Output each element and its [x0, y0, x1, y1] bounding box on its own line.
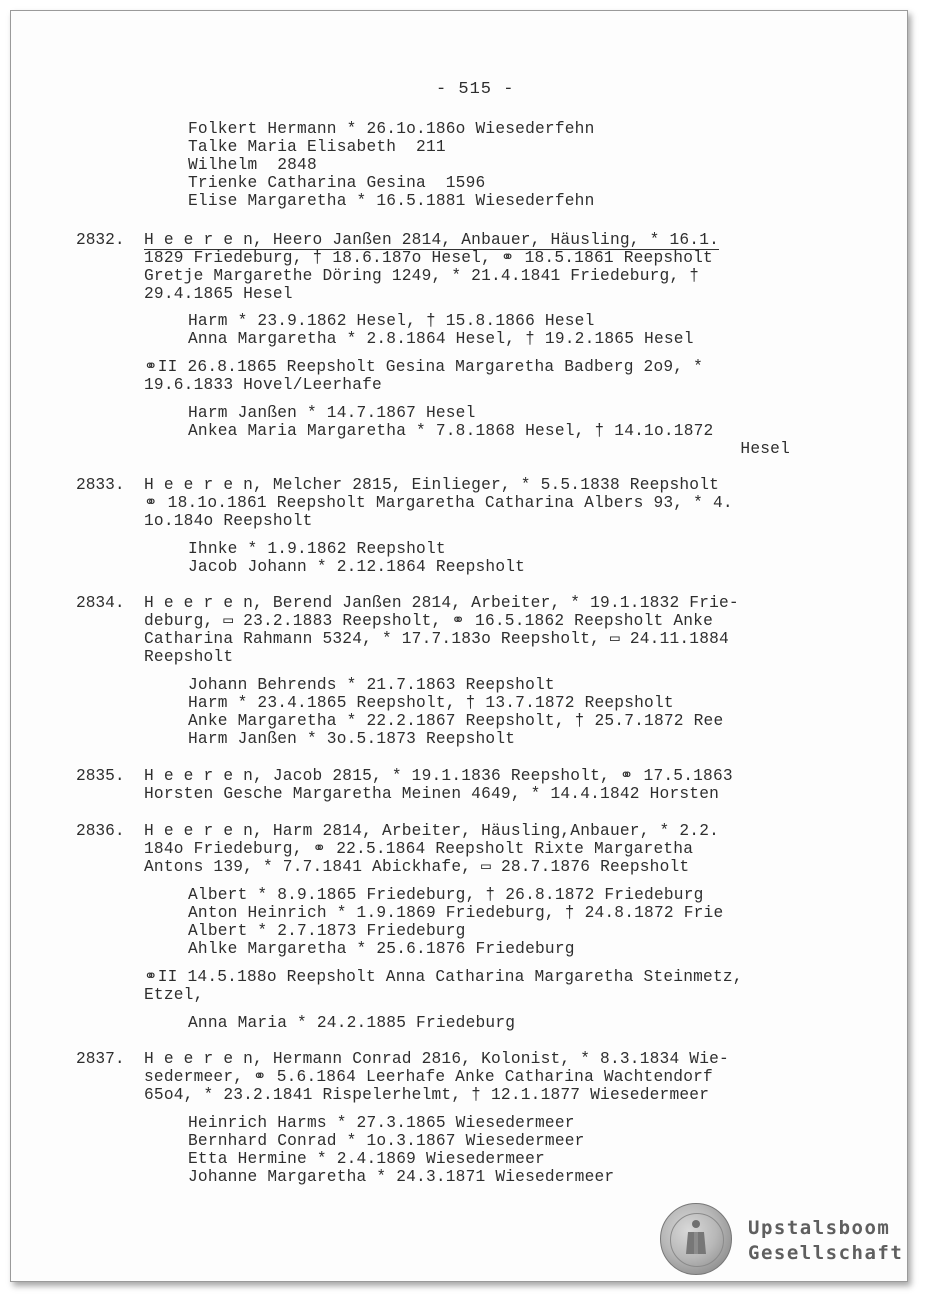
marriage-line: Etzel, — [144, 986, 204, 1004]
list-item: Harm Janßen * 3o.5.1873 Reepsholt — [188, 730, 516, 748]
entry-number: 2836. — [76, 822, 125, 840]
list-item: Hesel — [740, 440, 790, 458]
list-item: Anke Margaretha * 22.2.1867 Reepsholt, † 25.7.1872 Ree — [188, 712, 724, 730]
entry-line: 1829 Friedeburg, † 18.6.187o Hesel, ⚭ 18.5.1861 Reepsholt — [144, 249, 713, 267]
entry-line: deburg, ▭ 23.2.1883 Reepsholt, ⚭ 16.5.1862 Reepsholt Anke — [144, 612, 713, 630]
entry-line: H e e r e n, Jacob 2815, * 19.1.1836 Reepsholt, ⚭ 17.5.1863 — [144, 767, 733, 785]
marriage-line: 19.6.1833 Hovel/Leerhafe — [144, 376, 382, 394]
list-item: Harm * 23.9.1862 Hesel, † 15.8.1866 Hesel — [188, 312, 595, 330]
entry-line: H e e r e n, Hermann Conrad 2816, Kolonist, * 8.3.1834 Wie- — [144, 1050, 729, 1068]
brand-logo — [748, 1216, 903, 1266]
entry-number: 2837. — [76, 1050, 125, 1068]
list-item: Bernhard Conrad * 1o.3.1867 Wiesedermeer — [188, 1132, 585, 1150]
page-number: - 515 - — [436, 80, 515, 99]
entry-line: Reepsholt — [144, 648, 234, 666]
entry-number: 2833. — [76, 476, 125, 494]
brand-line-2: Gesellschaft — [748, 1242, 904, 1264]
list-item: Ahlke Margaretha * 25.6.1876 Friedeburg — [188, 940, 575, 958]
entry-number: 2834. — [76, 594, 125, 612]
list-item: Talke Maria Elisabeth 211 — [188, 138, 446, 156]
list-item: Trienke Catharina Gesina 1596 — [188, 174, 486, 192]
list-item: Anna Margaretha * 2.8.1864 Hesel, † 19.2.1865 Hesel — [188, 330, 694, 348]
entry-line: Antons 139, * 7.7.1841 Abickhafe, ▭ 28.7.1876 Reepsholt — [144, 858, 690, 876]
list-item: Elise Margaretha * 16.5.1881 Wiesederfehn — [188, 192, 595, 210]
list-item: Anton Heinrich * 1.9.1869 Friedeburg, † 24.8.1872 Frie — [188, 904, 724, 922]
list-item: Johann Behrends * 21.7.1863 Reepsholt — [188, 676, 555, 694]
entry-line: 1o.184o Reepsholt — [144, 512, 313, 530]
marriage-line: ⚭II 26.8.1865 Reepsholt Gesina Margaretha Badberg 2o9, * — [144, 358, 704, 376]
list-item: Albert * 8.9.1865 Friedeburg, † 26.8.1872 Friedeburg — [188, 886, 704, 904]
entry-line: Gretje Margarethe Döring 1249, * 21.4.1841 Friedeburg, † — [144, 267, 700, 285]
entry-number: 2832. — [76, 231, 125, 249]
entry-line: ⚭ 18.1o.1861 Reepsholt Margaretha Catharina Albers 93, * 4. — [144, 494, 733, 512]
entry-line: H e e r e n, Berend Janßen 2814, Arbeiter, * 19.1.1832 Frie- — [144, 594, 739, 612]
list-item: Ankea Maria Margaretha * 7.8.1868 Hesel, † 14.1o.1872 — [188, 422, 714, 440]
entry-number: 2835. — [76, 767, 125, 785]
list-item: Folkert Hermann * 26.1o.186o Wiesederfehn — [188, 120, 595, 138]
entry-line: H e e r e n, Melcher 2815, Einlieger, * 5.5.1838 Reepsholt — [144, 476, 720, 494]
entry-line: 65o4, * 23.2.1841 Rispelerhelmt, † 12.1.1877 Wiesedermeer — [144, 1086, 710, 1104]
list-item: Etta Hermine * 2.4.1869 Wiesedermeer — [188, 1150, 545, 1168]
entry-line: sedermeer, ⚭ 5.6.1864 Leerhafe Anke Catharina Wachtendorf — [144, 1068, 713, 1086]
figure-icon — [683, 1218, 709, 1258]
list-item: Jacob Johann * 2.12.1864 Reepsholt — [188, 558, 526, 576]
list-item: Wilhelm 2848 — [188, 156, 317, 174]
list-item: Johanne Margaretha * 24.3.1871 Wiesedermeer — [188, 1168, 615, 1186]
marriage-line: ⚭II 14.5.188o Reepsholt Anna Catharina Margaretha Steinmetz, — [144, 968, 743, 986]
entry-line: 29.4.1865 Hesel — [144, 285, 293, 303]
list-item: Albert * 2.7.1873 Friedeburg — [188, 922, 466, 940]
list-item: Harm * 23.4.1865 Reepsholt, † 13.7.1872 Reepsholt — [188, 694, 674, 712]
seal-icon — [660, 1203, 732, 1275]
list-item: Heinrich Harms * 27.3.1865 Wiesedermeer — [188, 1114, 575, 1132]
list-item: Ihnke * 1.9.1862 Reepsholt — [188, 540, 446, 558]
list-item: Harm Janßen * 14.7.1867 Hesel — [188, 404, 476, 422]
entry-line: H e e r e n, Heero Janßen 2814, Anbauer, Häusling, * 16.1. — [144, 231, 720, 249]
entry-line: Catharina Rahmann 5324, * 17.7.183o Reepsholt, ▭ 24.11.1884 — [144, 630, 729, 648]
entry-line: H e e r e n, Harm 2814, Arbeiter, Häusling,Anbauer, * 2.2. — [144, 822, 720, 840]
entry-line: 184o Friedeburg, ⚭ 22.5.1864 Reepsholt Rixte Margaretha — [144, 840, 694, 858]
list-item: Anna Maria * 24.2.1885 Friedeburg — [188, 1014, 516, 1032]
brand-line-1: Upstalsboom — [748, 1217, 891, 1239]
entry-line: Horsten Gesche Margaretha Meinen 4649, * 14.4.1842 Horsten — [144, 785, 720, 803]
